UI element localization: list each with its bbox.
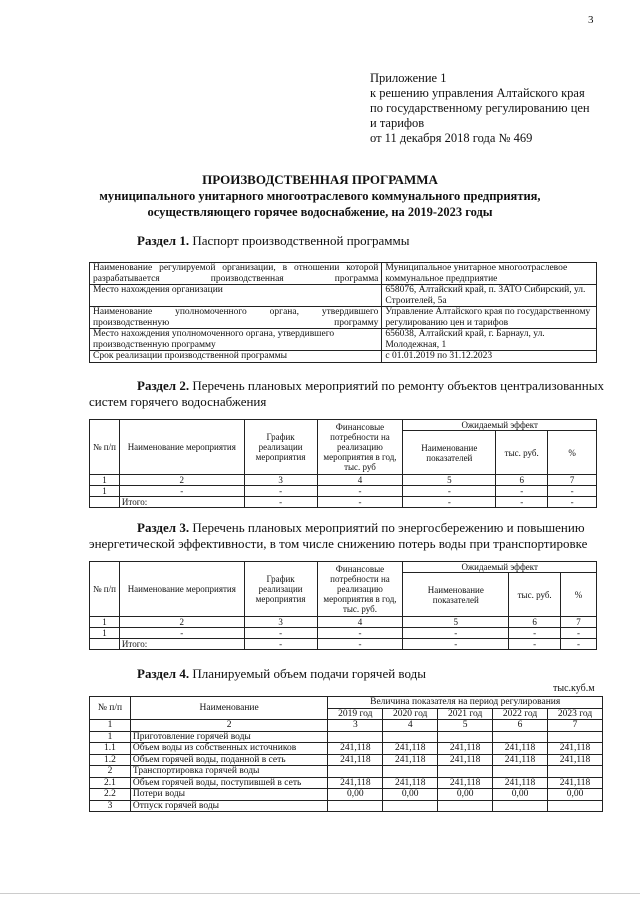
passport-table (89, 262, 597, 363)
col-number: 3 (244, 617, 317, 628)
table-row (90, 307, 597, 329)
col-number: 2 (119, 475, 244, 486)
table-cell: Объем воды из собственных источников (130, 743, 327, 755)
col-number: 5 (403, 617, 509, 628)
table-cell: 3 (90, 800, 131, 812)
document-subtitle: муниципального унитарного многоотраслевого коммунального предприятия, (99, 189, 541, 203)
appendix-line: от 11 декабря 2018 года № 469 (370, 131, 533, 145)
table-cell: - (548, 486, 597, 497)
col-header-pct: % (548, 431, 597, 475)
col-number: 1 (90, 617, 120, 628)
table-cell: - (317, 628, 403, 639)
col-number: 6 (493, 720, 548, 732)
table-cell (383, 766, 438, 778)
table-cell: - (244, 497, 317, 508)
table-cell (438, 731, 493, 743)
table-cell: 241,118 (548, 754, 603, 766)
table-cell: - (317, 497, 403, 508)
table-cell: - (403, 497, 496, 508)
col-number: 6 (496, 475, 548, 486)
col-header-schedule: График реализации мероприятия (244, 420, 317, 475)
table-cell (548, 731, 603, 743)
table-cell: Потери воды (130, 789, 327, 801)
table-cell: 0,00 (493, 789, 548, 801)
table-cell: - (317, 639, 403, 650)
section2-label: Раздел 2. (137, 378, 190, 393)
volume-table (89, 696, 603, 812)
table-cell: 1 (90, 486, 120, 497)
col-header-name: Наименование мероприятия (119, 420, 244, 475)
document-title: ПРОИЗВОДСТВЕННАЯ ПРОГРАММА (202, 172, 438, 187)
energy-table (89, 561, 597, 650)
table-cell: 241,118 (438, 777, 493, 789)
section4-title: Планируемый объем подачи горячей воды (192, 666, 426, 681)
section3-title: Перечень плановых мероприятий по энергосбережению и повышению (192, 520, 585, 535)
table-cell: 241,118 (548, 777, 603, 789)
col-header-indicator: Наименование показателей (403, 431, 496, 475)
table-cell: - (403, 486, 496, 497)
appendix-block (370, 71, 635, 146)
table-cell (548, 800, 603, 812)
table-row (90, 263, 597, 285)
section1-title: Паспорт производственной программы (192, 233, 410, 248)
col-header-rub: тыс. руб. (496, 431, 548, 475)
table-cell: 1.1 (90, 743, 131, 755)
table-cell: - (561, 639, 597, 650)
section3-label: Раздел 3. (137, 520, 190, 535)
col-header-year: 2019 год (328, 708, 383, 720)
table-cell (493, 731, 548, 743)
table-row (90, 628, 597, 639)
section2-title: Перечень плановых мероприятий по ремонту объектов централизованных (192, 378, 604, 393)
table-cell: Объем горячей воды, поданной в сеть (130, 754, 327, 766)
col-header-period: Величина показателя на период регулирования (328, 697, 603, 709)
table-cell: - (119, 486, 244, 497)
table-cell: - (509, 628, 561, 639)
table-cell (548, 766, 603, 778)
table-cell: Итого: (119, 639, 244, 650)
repair-table (89, 419, 597, 508)
appendix-line: и тарифов (370, 116, 425, 130)
col-header-num: № п/п (90, 697, 131, 720)
table-cell: 0,00 (438, 789, 493, 801)
section2-heading-cont: систем горячего водоснабжения (89, 394, 267, 409)
col-header-year: 2021 год (438, 708, 493, 720)
col-number: 3 (328, 720, 383, 732)
section2-heading (137, 378, 604, 394)
table-cell (383, 800, 438, 812)
table-cell: 241,118 (493, 754, 548, 766)
section3-heading-cont: энергетической эффективности, в том числе снижению потерь воды при транспортировке (89, 536, 588, 551)
table-cell (438, 800, 493, 812)
table-cell (493, 800, 548, 812)
table-cell: - (317, 486, 403, 497)
table-cell: 241,118 (328, 743, 383, 755)
table-cell: 2 (90, 766, 131, 778)
passport-name: Наименование уполномоченного органа, утвердившего производственную программу (90, 307, 382, 329)
table-row (90, 285, 597, 307)
passport-value: Управление Алтайского края по государственному регулированию цен и тарифов (382, 307, 597, 329)
col-number: 1 (90, 475, 120, 486)
col-number: 1 (90, 720, 131, 732)
table-cell: Приготовление горячей воды (130, 731, 327, 743)
col-header-effect: Ожидаемый эффект (403, 562, 597, 573)
table-cell: - (509, 639, 561, 650)
col-number: 7 (548, 475, 597, 486)
table-cell (328, 800, 383, 812)
table-cell: Итого: (119, 497, 244, 508)
table-cell: 2.2 (90, 789, 131, 801)
table-cell: Отпуск горячей воды (130, 800, 327, 812)
table-cell: 241,118 (548, 743, 603, 755)
passport-value: 656038, Алтайский край, г. Барнаул, ул. Молодежная, 1 (382, 329, 597, 351)
passport-value: Муниципальное унитарное многоотраслевое коммунальное предприятие (382, 263, 597, 285)
table-cell: - (548, 497, 597, 508)
table-cell (493, 766, 548, 778)
table-cell: - (403, 639, 509, 650)
col-header-finance: Финансовые потребности на реализацию мероприятия в год, тыс. руб. (317, 562, 403, 617)
section3-heading (137, 520, 597, 536)
passport-value: с 01.01.2019 по 31.12.2023 (382, 351, 597, 363)
table-cell: - (496, 486, 548, 497)
col-header-indicator: Наименование показателей (403, 573, 509, 617)
table-cell: 241,118 (493, 777, 548, 789)
table-cell: 241,118 (383, 777, 438, 789)
table-cell: 0,00 (383, 789, 438, 801)
table-cell (328, 731, 383, 743)
table-cell (90, 639, 120, 650)
col-number: 7 (548, 720, 603, 732)
column-numbers-row (90, 475, 597, 486)
col-header-schedule: График реализации мероприятия (244, 562, 317, 617)
table-row (90, 754, 603, 766)
table-row (90, 777, 603, 789)
table-cell: 241,118 (493, 743, 548, 755)
col-header-year: 2022 год (493, 708, 548, 720)
appendix-line: к решению управления Алтайского края (370, 86, 585, 100)
table-cell: 1 (90, 628, 120, 639)
col-number: 4 (383, 720, 438, 732)
section1-heading (137, 233, 409, 249)
table-cell: - (244, 628, 317, 639)
table-cell: - (244, 639, 317, 650)
col-header-name: Наименование мероприятия (119, 562, 244, 617)
table-cell: Объем горячей воды, поступившей в сеть (130, 777, 327, 789)
table-row (90, 486, 597, 497)
column-numbers-row (90, 720, 603, 732)
table-cell: Транспортировка горячей воды (130, 766, 327, 778)
col-number: 2 (130, 720, 327, 732)
document-subtitle-2: осуществляющего горячее водоснабжение, на 2019-2023 годы (147, 205, 493, 219)
section4-heading (137, 666, 426, 682)
table-cell: - (496, 497, 548, 508)
table-cell (328, 766, 383, 778)
table-cell: - (244, 486, 317, 497)
col-header-rub: тыс. руб. (509, 573, 561, 617)
column-numbers-row (90, 617, 597, 628)
table-cell: 241,118 (438, 743, 493, 755)
table-cell: 2.1 (90, 777, 131, 789)
passport-name: Срок реализации производственной программы (90, 351, 382, 363)
section4-label: Раздел 4. (137, 666, 190, 681)
passport-name: Место нахождения уполномоченного органа, утвердившего производственную программу (90, 329, 382, 351)
col-header-name: Наименование (130, 697, 327, 720)
table-cell (90, 497, 120, 508)
col-header-year: 2020 год (383, 708, 438, 720)
appendix-line: по государственному регулированию цен (370, 101, 590, 115)
page-bottom-edge (0, 893, 640, 894)
col-header-effect: Ожидаемый эффект (403, 420, 597, 431)
col-number: 5 (438, 720, 493, 732)
col-number: 4 (317, 475, 403, 486)
col-number: 7 (561, 617, 597, 628)
col-number: 3 (244, 475, 317, 486)
page-number: 3 (588, 14, 594, 26)
col-header-finance: Финансовые потребности на реализацию мероприятия в год, тыс. руб (317, 420, 403, 475)
appendix-line: Приложение 1 (370, 71, 447, 85)
unit-label: тыс.куб.м (553, 683, 595, 694)
table-row (90, 789, 603, 801)
col-header-num: № п/п (90, 562, 120, 617)
table-cell: 1 (90, 731, 131, 743)
table-cell: 241,118 (383, 743, 438, 755)
col-header-pct: % (561, 573, 597, 617)
passport-value: 658076, Алтайский край, п. ЗАТО Сибирский, ул. Строителей, 5а (382, 285, 597, 307)
table-cell: 241,118 (328, 754, 383, 766)
table-row (90, 743, 603, 755)
col-number: 6 (509, 617, 561, 628)
table-row-total (90, 497, 597, 508)
table-row (90, 731, 603, 743)
passport-name: Место нахождения организации (90, 285, 382, 307)
table-cell: - (403, 628, 509, 639)
table-cell: 0,00 (328, 789, 383, 801)
table-cell: - (119, 628, 244, 639)
table-cell: 0,00 (548, 789, 603, 801)
col-number: 4 (317, 617, 403, 628)
table-cell (438, 766, 493, 778)
section1-label: Раздел 1. (137, 233, 190, 248)
passport-name: Наименование регулируемой организации, в отношении которой разрабатывается производственная программа (90, 263, 382, 285)
table-row (90, 766, 603, 778)
table-cell: - (561, 628, 597, 639)
table-cell: 241,118 (438, 754, 493, 766)
table-row (90, 329, 597, 351)
table-cell: 1.2 (90, 754, 131, 766)
col-number: 2 (119, 617, 244, 628)
table-cell (383, 731, 438, 743)
col-header-num: № п/п (90, 420, 120, 475)
table-cell: 241,118 (328, 777, 383, 789)
table-row (90, 351, 597, 363)
table-row-total (90, 639, 597, 650)
col-number: 5 (403, 475, 496, 486)
col-header-year: 2023 год (548, 708, 603, 720)
table-row (90, 800, 603, 812)
table-cell: 241,118 (383, 754, 438, 766)
